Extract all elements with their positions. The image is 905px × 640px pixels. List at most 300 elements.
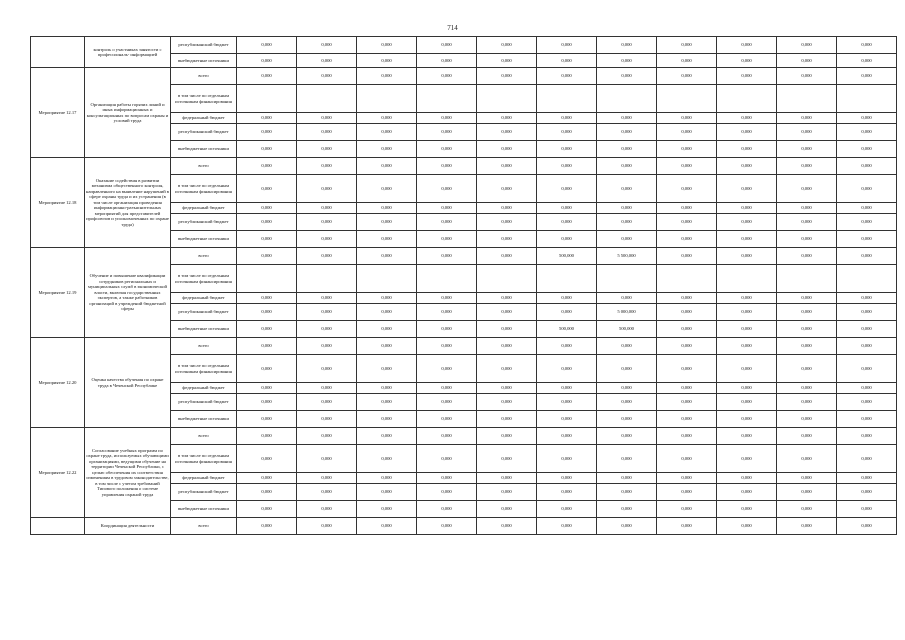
amount-cell: 0,000 [237, 68, 297, 85]
amount-cell: 0,000 [237, 304, 297, 321]
amount-cell: 0,000 [537, 304, 597, 321]
amount-cell: 0,000 [597, 473, 657, 484]
amount-cell: 0,000 [537, 338, 597, 355]
amount-cell: 0,000 [717, 37, 777, 54]
amount-cell: 0,000 [417, 501, 477, 518]
funding-source: республиканский бюджет [171, 214, 237, 231]
amount-cell: 0,000 [297, 411, 357, 428]
amount-cell: 0,000 [537, 473, 597, 484]
amount-cell: 0,000 [777, 473, 837, 484]
amount-cell: 0,000 [297, 37, 357, 54]
amount-cell: 0,000 [837, 175, 897, 203]
amount-cell: 0,000 [357, 473, 417, 484]
amount-cell: 0,000 [477, 304, 537, 321]
amount-cell: 0,000 [237, 248, 297, 265]
funding-source: республиканский бюджет [171, 124, 237, 141]
amount-cell: 0,000 [357, 68, 417, 85]
activity-number: Мероприятие 12.18 [31, 158, 85, 248]
amount-cell: 0,000 [597, 158, 657, 175]
amount-cell: 0,000 [657, 231, 717, 248]
amount-cell [357, 265, 417, 293]
amount-cell: 0,000 [777, 175, 837, 203]
amount-cell: 0,000 [297, 158, 357, 175]
amount-cell [717, 85, 777, 113]
amount-cell: 0,000 [837, 304, 897, 321]
amount-cell: 0,000 [297, 473, 357, 484]
amount-cell: 0,000 [597, 37, 657, 54]
amount-cell: 0,000 [597, 203, 657, 214]
amount-cell: 0,000 [777, 293, 837, 304]
amount-cell: 0,000 [237, 175, 297, 203]
amount-cell: 0,000 [237, 158, 297, 175]
amount-cell: 0,000 [297, 518, 357, 535]
amount-cell: 0,000 [537, 518, 597, 535]
funding-source: в том числе по отдельным источникам финансирования [171, 355, 237, 383]
amount-cell: 500,000 [597, 321, 657, 338]
amount-cell: 0,000 [657, 338, 717, 355]
amount-cell: 0,000 [777, 124, 837, 141]
amount-cell [417, 265, 477, 293]
amount-cell: 0,000 [777, 355, 837, 383]
amount-cell: 0,000 [777, 383, 837, 394]
amount-cell: 0,000 [417, 37, 477, 54]
amount-cell: 0,000 [777, 338, 837, 355]
amount-cell: 0,000 [777, 321, 837, 338]
amount-cell: 0,000 [837, 428, 897, 445]
amount-cell: 0,000 [597, 338, 657, 355]
amount-cell: 0,000 [297, 248, 357, 265]
amount-cell: 0,000 [657, 293, 717, 304]
amount-cell: 0,000 [357, 248, 417, 265]
amount-cell: 0,000 [597, 175, 657, 203]
amount-cell: 0,000 [537, 54, 597, 68]
amount-cell: 0,000 [237, 203, 297, 214]
amount-cell: 0,000 [837, 411, 897, 428]
amount-cell: 0,000 [777, 484, 837, 501]
amount-cell: 0,000 [477, 321, 537, 338]
activity-number: Мероприятие 12.17 [31, 68, 85, 158]
amount-cell: 0,000 [597, 411, 657, 428]
amount-cell: 0,000 [657, 175, 717, 203]
amount-cell: 0,000 [477, 501, 537, 518]
amount-cell [297, 265, 357, 293]
amount-cell: 0,000 [357, 355, 417, 383]
amount-cell: 0,000 [537, 484, 597, 501]
amount-cell: 0,000 [717, 518, 777, 535]
amount-cell: 0,000 [477, 355, 537, 383]
amount-cell: 0,000 [297, 68, 357, 85]
amount-cell: 0,000 [477, 214, 537, 231]
amount-cell: 0,000 [837, 445, 897, 473]
amount-cell [237, 85, 297, 113]
amount-cell: 0,000 [477, 54, 537, 68]
amount-cell: 0,000 [717, 445, 777, 473]
amount-cell: 0,000 [477, 518, 537, 535]
amount-cell: 0,000 [237, 54, 297, 68]
amount-cell [357, 85, 417, 113]
amount-cell: 0,000 [477, 293, 537, 304]
amount-cell [657, 265, 717, 293]
amount-cell: 0,000 [597, 383, 657, 394]
funding-source: федеральный бюджет [171, 113, 237, 124]
amount-cell: 0,000 [777, 501, 837, 518]
amount-cell: 0,000 [837, 501, 897, 518]
table-row [31, 518, 897, 535]
funding-source: внебюджетные источники [171, 501, 237, 518]
amount-cell: 0,000 [657, 203, 717, 214]
amount-cell: 0,000 [417, 518, 477, 535]
amount-cell: 0,000 [417, 293, 477, 304]
table-row [31, 158, 897, 175]
amount-cell [837, 265, 897, 293]
table-body [31, 37, 897, 535]
amount-cell: 0,000 [837, 355, 897, 383]
amount-cell: 0,000 [417, 321, 477, 338]
amount-cell: 0,000 [297, 338, 357, 355]
amount-cell: 0,000 [357, 124, 417, 141]
amount-cell: 0,000 [837, 383, 897, 394]
amount-cell: 0,000 [417, 338, 477, 355]
table-row [31, 428, 897, 445]
amount-cell: 0,000 [837, 37, 897, 54]
amount-cell: 0,000 [237, 355, 297, 383]
amount-cell: 0,000 [657, 214, 717, 231]
funding-source: федеральный бюджет [171, 293, 237, 304]
amount-cell: 0,000 [417, 355, 477, 383]
amount-cell: 0,000 [657, 304, 717, 321]
amount-cell: 0,000 [357, 501, 417, 518]
amount-cell: 0,000 [237, 445, 297, 473]
amount-cell: 0,000 [717, 355, 777, 383]
amount-cell: 0,000 [837, 394, 897, 411]
amount-cell: 0,000 [717, 321, 777, 338]
amount-cell: 0,000 [297, 113, 357, 124]
amount-cell: 0,000 [717, 383, 777, 394]
amount-cell: 0,000 [777, 158, 837, 175]
amount-cell: 0,000 [297, 445, 357, 473]
amount-cell: 0,000 [837, 113, 897, 124]
amount-cell: 0,000 [597, 445, 657, 473]
amount-cell: 0,000 [297, 304, 357, 321]
amount-cell: 0,000 [837, 473, 897, 484]
amount-cell: 0,000 [777, 37, 837, 54]
amount-cell: 0,000 [357, 231, 417, 248]
amount-cell: 0,000 [657, 383, 717, 394]
amount-cell: 0,000 [297, 428, 357, 445]
amount-cell: 0,000 [537, 68, 597, 85]
amount-cell: 0,000 [537, 428, 597, 445]
amount-cell: 0,000 [537, 383, 597, 394]
amount-cell: 0,000 [597, 231, 657, 248]
activity-description: Организация работы горячих линий и иных информационных и консультационных по вопросам охраны и условий труда [85, 68, 171, 158]
funding-source: всего [171, 158, 237, 175]
amount-cell: 5 000,000 [597, 304, 657, 321]
amount-cell: 0,000 [837, 293, 897, 304]
amount-cell: 0,000 [657, 501, 717, 518]
amount-cell: 0,000 [237, 518, 297, 535]
amount-cell: 0,000 [297, 124, 357, 141]
amount-cell: 0,000 [297, 484, 357, 501]
amount-cell: 0,000 [477, 158, 537, 175]
amount-cell: 0,000 [237, 214, 297, 231]
amount-cell: 0,000 [357, 214, 417, 231]
funding-source: внебюджетные источники [171, 54, 237, 68]
amount-cell [657, 85, 717, 113]
amount-cell: 0,000 [717, 68, 777, 85]
amount-cell: 0,000 [237, 113, 297, 124]
amount-cell: 0,000 [417, 411, 477, 428]
amount-cell: 0,000 [297, 141, 357, 158]
amount-cell: 0,000 [837, 338, 897, 355]
amount-cell: 0,000 [537, 113, 597, 124]
funding-source: всего [171, 248, 237, 265]
activity-description: Обучение и повышение квалификации сотрудников региональных и муниципальных служб в экономической власти, включая государственных экспертов, а также работников организаций в учреждений бюджетной сферы [85, 248, 171, 338]
amount-cell: 0,000 [777, 231, 837, 248]
amount-cell: 0,000 [537, 214, 597, 231]
amount-cell [777, 85, 837, 113]
amount-cell: 0,000 [297, 203, 357, 214]
amount-cell: 0,000 [297, 214, 357, 231]
amount-cell: 0,000 [777, 445, 837, 473]
amount-cell: 0,000 [777, 428, 837, 445]
amount-cell: 0,000 [717, 113, 777, 124]
amount-cell: 0,000 [717, 231, 777, 248]
amount-cell: 0,000 [237, 338, 297, 355]
table-row [31, 37, 897, 54]
amount-cell: 0,000 [537, 158, 597, 175]
funding-source: внебюджетные источники [171, 141, 237, 158]
amount-cell: 0,000 [597, 141, 657, 158]
amount-cell: 0,000 [657, 37, 717, 54]
amount-cell: 0,000 [657, 428, 717, 445]
amount-cell: 0,000 [777, 411, 837, 428]
amount-cell: 0,000 [357, 203, 417, 214]
amount-cell: 0,000 [657, 158, 717, 175]
activity-number [31, 37, 85, 68]
amount-cell: 0,000 [537, 203, 597, 214]
amount-cell: 0,000 [837, 124, 897, 141]
amount-cell [537, 85, 597, 113]
amount-cell [417, 85, 477, 113]
amount-cell: 0,000 [657, 473, 717, 484]
amount-cell: 0,000 [417, 383, 477, 394]
activity-number: Мероприятие 12.20 [31, 338, 85, 428]
amount-cell: 0,000 [717, 158, 777, 175]
amount-cell: 0,000 [597, 428, 657, 445]
amount-cell: 0,000 [297, 501, 357, 518]
amount-cell: 0,000 [837, 518, 897, 535]
funding-source: в том числе по отдельным источникам финансирования [171, 85, 237, 113]
amount-cell: 0,000 [597, 54, 657, 68]
amount-cell: 0,000 [777, 304, 837, 321]
amount-cell: 0,000 [417, 158, 477, 175]
amount-cell: 0,000 [417, 141, 477, 158]
amount-cell: 500,000 [537, 248, 597, 265]
amount-cell: 0,000 [477, 445, 537, 473]
activity-number: Мероприятие 12.19 [31, 248, 85, 338]
amount-cell: 0,000 [417, 304, 477, 321]
amount-cell: 0,000 [297, 383, 357, 394]
amount-cell: 0,000 [837, 321, 897, 338]
funding-source: всего [171, 518, 237, 535]
amount-cell: 0,000 [417, 428, 477, 445]
amount-cell: 0,000 [777, 113, 837, 124]
amount-cell [297, 85, 357, 113]
amount-cell: 0,000 [717, 203, 777, 214]
amount-cell: 0,000 [417, 68, 477, 85]
amount-cell: 0,000 [357, 293, 417, 304]
amount-cell: 0,000 [777, 394, 837, 411]
amount-cell: 0,000 [837, 214, 897, 231]
amount-cell [237, 265, 297, 293]
amount-cell: 0,000 [537, 411, 597, 428]
amount-cell: 0,000 [837, 484, 897, 501]
funding-source: внебюджетные источники [171, 411, 237, 428]
amount-cell [837, 85, 897, 113]
table-row [31, 248, 897, 265]
amount-cell: 0,000 [237, 141, 297, 158]
amount-cell: 0,000 [837, 54, 897, 68]
amount-cell: 0,000 [237, 394, 297, 411]
amount-cell: 0,000 [597, 501, 657, 518]
amount-cell: 0,000 [477, 411, 537, 428]
amount-cell: 0,000 [657, 68, 717, 85]
amount-cell: 0,000 [357, 445, 417, 473]
amount-cell [717, 265, 777, 293]
amount-cell: 0,000 [777, 68, 837, 85]
amount-cell: 0,000 [717, 338, 777, 355]
amount-cell: 0,000 [597, 68, 657, 85]
amount-cell: 0,000 [417, 214, 477, 231]
amount-cell [477, 85, 537, 113]
amount-cell: 0,000 [417, 473, 477, 484]
amount-cell: 0,000 [297, 355, 357, 383]
amount-cell: 0,000 [357, 113, 417, 124]
amount-cell: 0,000 [357, 518, 417, 535]
amount-cell: 0,000 [477, 37, 537, 54]
amount-cell: 0,000 [417, 113, 477, 124]
amount-cell: 0,000 [657, 141, 717, 158]
amount-cell: 0,000 [477, 473, 537, 484]
amount-cell: 0,000 [777, 518, 837, 535]
amount-cell: 0,000 [237, 37, 297, 54]
amount-cell: 0,000 [537, 501, 597, 518]
amount-cell: 0,000 [597, 355, 657, 383]
amount-cell: 0,000 [717, 141, 777, 158]
amount-cell: 0,000 [477, 248, 537, 265]
amount-cell: 0,000 [717, 54, 777, 68]
funding-source: в том числе по отдельным источникам финансирования [171, 445, 237, 473]
amount-cell: 0,000 [537, 293, 597, 304]
amount-cell: 0,000 [357, 141, 417, 158]
amount-cell: 0,000 [717, 214, 777, 231]
amount-cell: 0,000 [417, 484, 477, 501]
amount-cell: 0,000 [537, 37, 597, 54]
amount-cell: 0,000 [357, 411, 417, 428]
amount-cell: 0,000 [477, 113, 537, 124]
amount-cell: 0,000 [237, 293, 297, 304]
amount-cell: 0,000 [657, 124, 717, 141]
amount-cell: 5 500,000 [597, 248, 657, 265]
amount-cell: 0,000 [597, 124, 657, 141]
activity-description: Координация деятельности [85, 518, 171, 535]
funding-source: внебюджетные источники [171, 231, 237, 248]
amount-cell: 0,000 [657, 113, 717, 124]
amount-cell: 0,000 [657, 355, 717, 383]
funding-source: республиканский бюджет [171, 37, 237, 54]
amount-cell: 0,000 [417, 175, 477, 203]
amount-cell: 0,000 [657, 445, 717, 473]
amount-cell: 0,000 [537, 175, 597, 203]
funding-source: в том числе по отдельным источникам финансирования [171, 265, 237, 293]
amount-cell: 0,000 [477, 68, 537, 85]
amount-cell: 0,000 [657, 411, 717, 428]
amount-cell: 0,000 [597, 293, 657, 304]
funding-source: всего [171, 338, 237, 355]
amount-cell: 0,000 [717, 428, 777, 445]
table-row [31, 338, 897, 355]
amount-cell: 0,000 [597, 214, 657, 231]
activity-description: Оказание содействия в развитии механизма общественного контроля, направленного на выявление нарушений в сфере охраны труда и их устранения (в том числе организация проведения информационно-разъяснительных мероприятий для представителей профсоюзов и уполномоченных по охране труда) [85, 158, 171, 248]
funding-source: республиканский бюджет [171, 484, 237, 501]
amount-cell: 0,000 [537, 231, 597, 248]
amount-cell: 0,000 [537, 355, 597, 383]
amount-cell: 0,000 [777, 214, 837, 231]
amount-cell: 0,000 [777, 248, 837, 265]
amount-cell: 0,000 [357, 37, 417, 54]
amount-cell: 0,000 [417, 394, 477, 411]
activity-description: контроль о участниках занятости с профессиональ- информацией [85, 37, 171, 68]
amount-cell: 0,000 [597, 394, 657, 411]
amount-cell: 0,000 [837, 248, 897, 265]
amount-cell: 0,000 [717, 411, 777, 428]
amount-cell: 0,000 [357, 338, 417, 355]
amount-cell: 0,000 [357, 304, 417, 321]
amount-cell: 0,000 [417, 203, 477, 214]
funding-source: республиканский бюджет [171, 304, 237, 321]
amount-cell: 0,000 [357, 175, 417, 203]
amount-cell [597, 85, 657, 113]
amount-cell: 0,000 [717, 394, 777, 411]
amount-cell: 0,000 [477, 383, 537, 394]
amount-cell: 0,000 [237, 231, 297, 248]
amount-cell: 0,000 [837, 158, 897, 175]
amount-cell: 0,000 [537, 124, 597, 141]
amount-cell: 0,000 [297, 175, 357, 203]
amount-cell: 0,000 [657, 484, 717, 501]
amount-cell: 0,000 [477, 394, 537, 411]
table-row [31, 68, 897, 85]
amount-cell: 0,000 [597, 518, 657, 535]
amount-cell: 0,000 [417, 445, 477, 473]
activity-number: Мероприятие 12.22 [31, 428, 85, 518]
amount-cell: 0,000 [237, 321, 297, 338]
amount-cell: 0,000 [657, 321, 717, 338]
amount-cell: 0,000 [357, 428, 417, 445]
funding-source: федеральный бюджет [171, 383, 237, 394]
amount-cell: 0,000 [417, 124, 477, 141]
amount-cell: 0,000 [717, 248, 777, 265]
amount-cell: 0,000 [477, 338, 537, 355]
amount-cell: 0,000 [717, 124, 777, 141]
amount-cell: 0,000 [357, 383, 417, 394]
funding-source: всего [171, 68, 237, 85]
amount-cell: 0,000 [297, 231, 357, 248]
amount-cell: 0,000 [297, 54, 357, 68]
amount-cell: 0,000 [537, 394, 597, 411]
amount-cell: 0,000 [597, 484, 657, 501]
amount-cell: 0,000 [237, 383, 297, 394]
